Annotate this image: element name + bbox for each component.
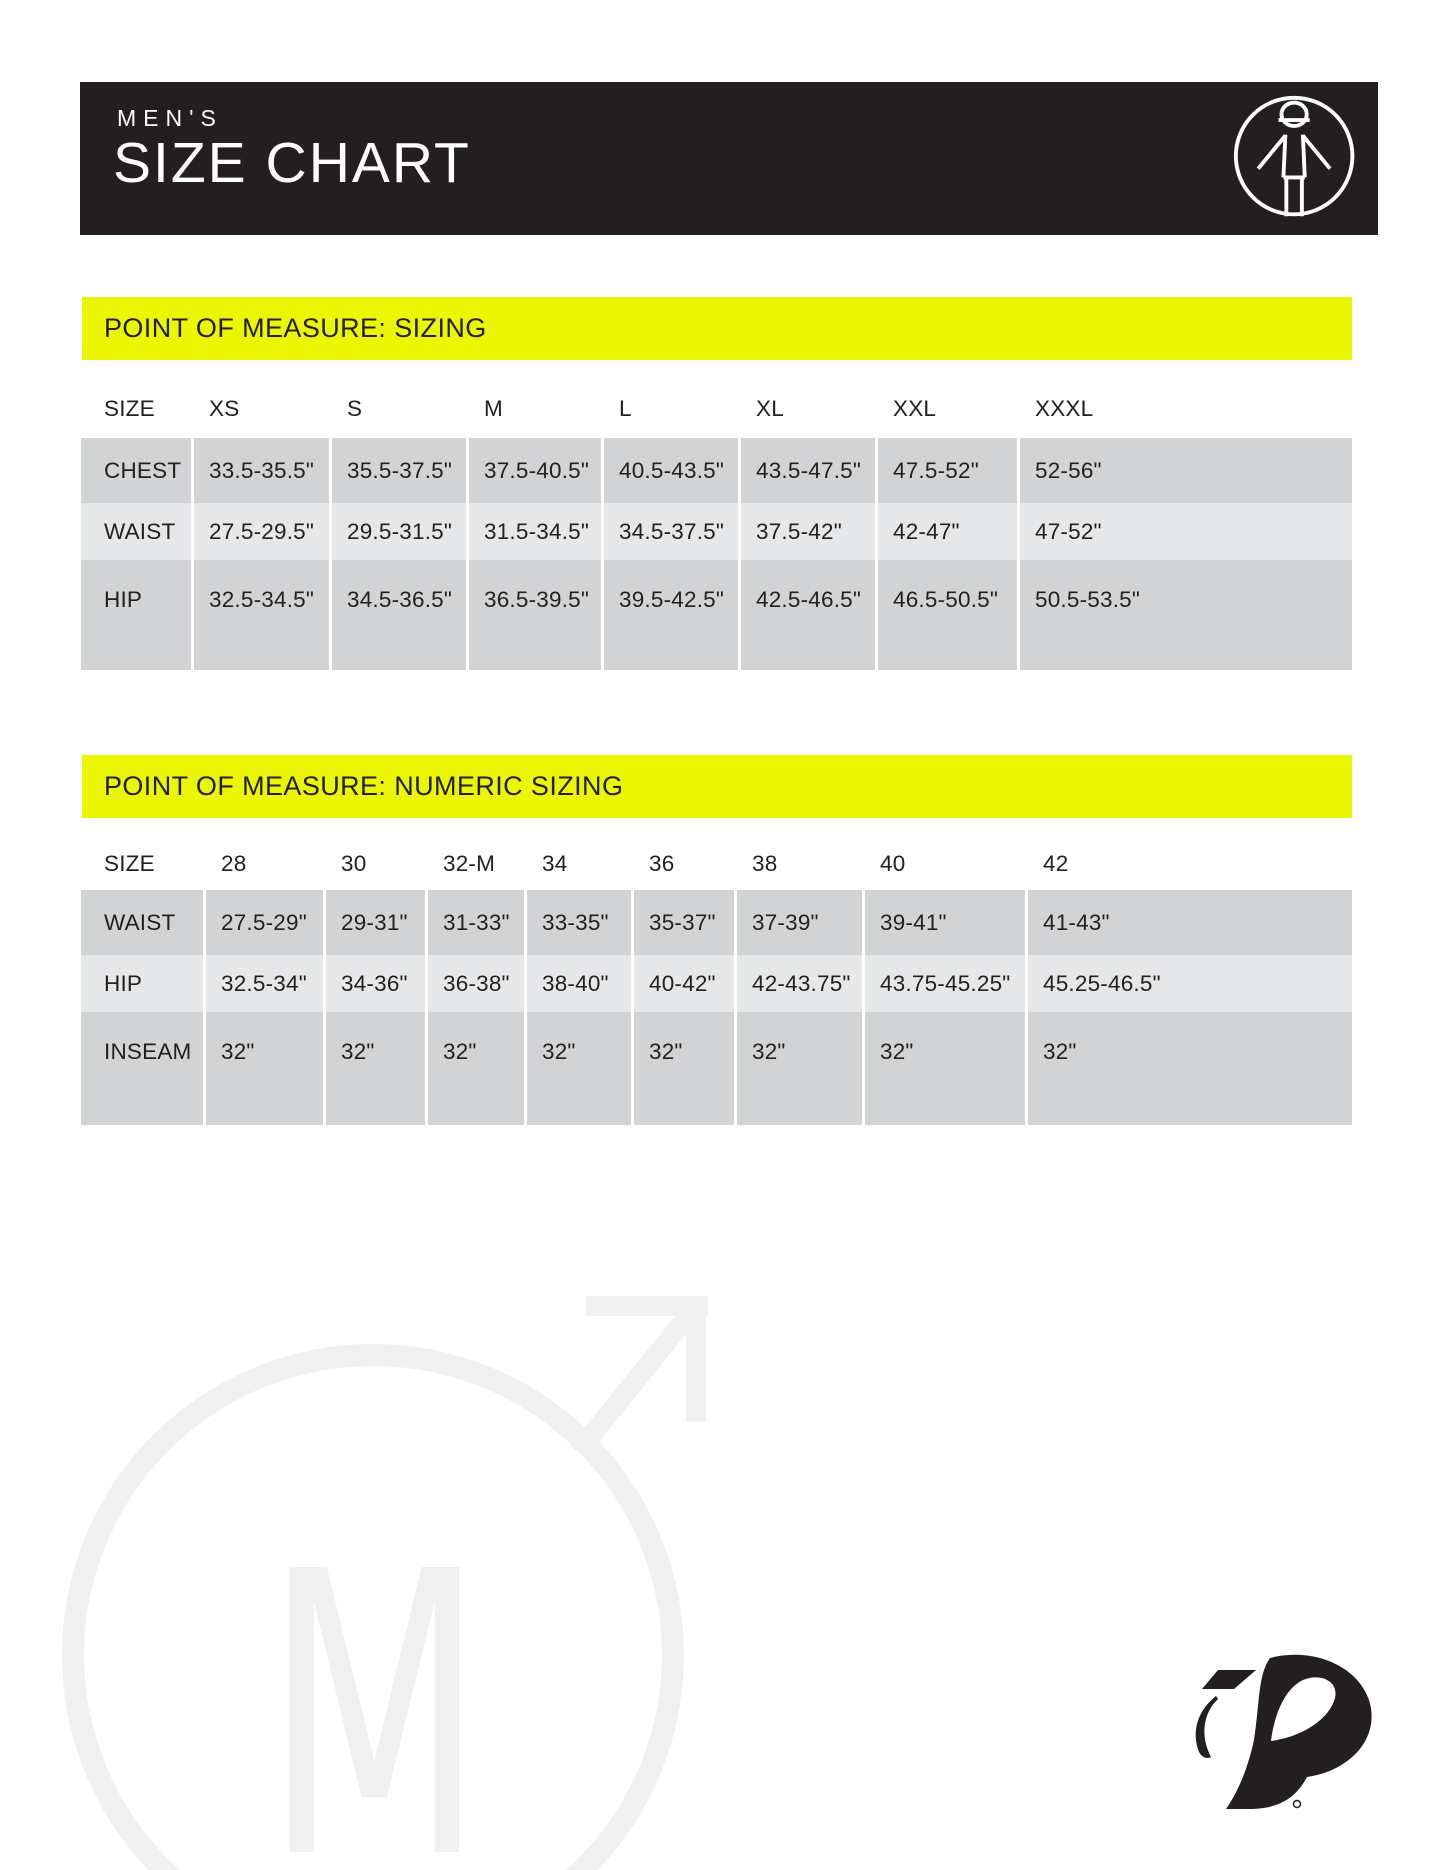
- table-cell: 32": [865, 1012, 1028, 1125]
- table-cell: 39-41": [865, 890, 1028, 955]
- table-header-row: [81, 380, 1352, 438]
- table-cell: 32": [326, 1012, 428, 1125]
- column-header: 32-M: [443, 851, 496, 876]
- table-cell: 35-37": [634, 890, 737, 955]
- table-cell: 46.5-50.5": [878, 560, 1020, 670]
- table-cell: 35.5-37.5": [332, 438, 469, 503]
- row-label: WAIST: [81, 503, 194, 560]
- table-cell: 37-39": [737, 890, 865, 955]
- table-row-waist: [81, 503, 1352, 560]
- row-label: HIP: [81, 955, 206, 1012]
- table-cell: 29.5-31.5": [332, 503, 469, 560]
- table-cell: 32": [206, 1012, 326, 1125]
- column-header: 36: [649, 851, 675, 876]
- row-label: WAIST: [81, 890, 206, 955]
- table-cell: 27.5-29.5": [194, 503, 332, 560]
- table-cell: 42.5-46.5": [741, 560, 878, 670]
- table-cell: 34.5-36.5": [332, 560, 469, 670]
- table-row-waist: [81, 890, 1352, 955]
- column-header: L: [619, 396, 632, 421]
- table-cell: 32.5-34": [206, 955, 326, 1012]
- column-header: 40: [880, 851, 906, 876]
- table-cell: 33.5-35.5": [194, 438, 332, 503]
- column-header: 38: [752, 851, 778, 876]
- table-cell: 45.25-46.5": [1043, 970, 1161, 996]
- table-cell: 34.5-37.5": [604, 503, 741, 560]
- table-cell: 43.75-45.25": [865, 955, 1028, 1012]
- column-header: XXXL: [1035, 396, 1094, 421]
- column-header: SIZE: [104, 396, 155, 421]
- table-cell: 32.5-34.5": [194, 560, 332, 670]
- table-cell: 27.5-29": [206, 890, 326, 955]
- column-header: XL: [756, 396, 784, 421]
- table-cell: 40.5-43.5": [604, 438, 741, 503]
- table-cell: 33-35": [527, 890, 634, 955]
- section-header-numeric-sizing: [82, 755, 1352, 818]
- table-cell: 40-42": [634, 955, 737, 1012]
- male-symbol-icon: [30, 1280, 750, 1870]
- row-label: INSEAM: [81, 1012, 206, 1125]
- column-header: SIZE: [104, 851, 155, 876]
- table-cell: 41-43": [1043, 909, 1110, 935]
- table-cell: 29-31": [326, 890, 428, 955]
- table-cell: 32": [428, 1012, 527, 1125]
- section-title: POINT OF MEASURE: NUMERIC SIZING: [104, 771, 624, 801]
- table-cell: 39.5-42.5": [604, 560, 741, 670]
- column-header: 34: [542, 851, 568, 876]
- table-cell: 50.5-53.5": [1035, 587, 1141, 612]
- table-cell: 42-43.75": [737, 955, 865, 1012]
- column-header: XXL: [893, 396, 937, 421]
- header-bar: [80, 82, 1378, 235]
- table-cell: 32": [634, 1012, 737, 1125]
- table-cell: 36-38": [428, 955, 527, 1012]
- table-cell: 36.5-39.5": [469, 560, 604, 670]
- row-label: HIP: [81, 560, 194, 670]
- table-cell: 31-33": [428, 890, 527, 955]
- column-header: 30: [341, 851, 367, 876]
- table-cell: 52-56": [1035, 457, 1102, 483]
- section-title: POINT OF MEASURE: SIZING: [104, 313, 487, 343]
- table-cell: 47.5-52": [878, 438, 1020, 503]
- column-header: XS: [209, 396, 240, 421]
- row-label: CHEST: [81, 438, 194, 503]
- table-cell: 38-40": [527, 955, 634, 1012]
- page-title: SIZE CHART: [113, 131, 471, 195]
- column-header: 42: [1043, 851, 1069, 876]
- table-cell: 42-47": [878, 503, 1020, 560]
- table-cell: 32": [737, 1012, 865, 1125]
- watermark-letter: M: [264, 1489, 484, 1870]
- section-header-sizing: [82, 297, 1352, 360]
- table-cell: 47-52": [1035, 518, 1102, 544]
- table-row-hip: [81, 955, 1352, 1012]
- table-cell: 32": [527, 1012, 634, 1125]
- pearl-izumi-logo-icon: [1150, 1630, 1445, 1870]
- table-cell: 34-36": [326, 955, 428, 1012]
- table-cell: 37.5-42": [741, 503, 878, 560]
- table-cell: 43.5-47.5": [741, 438, 878, 503]
- header-eyebrow: MEN'S: [117, 105, 223, 131]
- table-row-hip: [81, 560, 1352, 670]
- column-header: M: [484, 396, 503, 421]
- sizing-table: [81, 380, 1352, 670]
- table-cell: 37.5-40.5": [469, 438, 604, 503]
- person-measure-icon: [1230, 90, 1366, 226]
- table-row-inseam: [81, 1012, 1352, 1125]
- table-cell: 32": [1043, 1039, 1077, 1064]
- numeric-sizing-table: [81, 838, 1352, 1125]
- column-header: 28: [221, 851, 247, 876]
- table-row-chest: [81, 438, 1352, 503]
- column-header: S: [347, 396, 363, 421]
- table-cell: 31.5-34.5": [469, 503, 604, 560]
- table-header-row: [81, 838, 1352, 890]
